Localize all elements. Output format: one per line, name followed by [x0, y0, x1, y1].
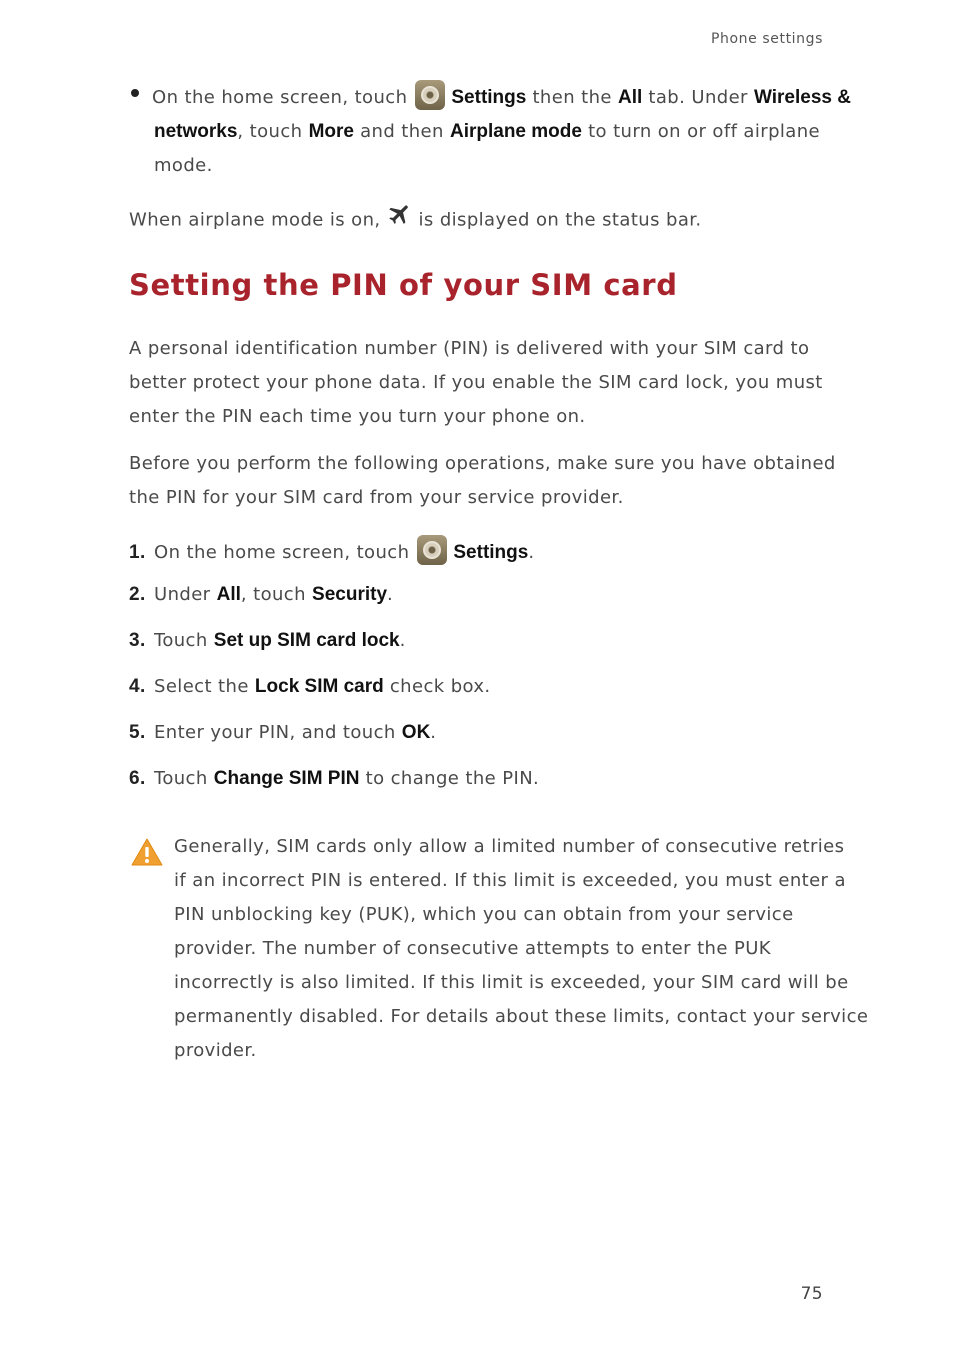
- text: , touch: [240, 584, 306, 605]
- text: is displayed on the status bar.: [418, 209, 702, 231]
- warning-line: Generally, SIM cards only allow a limited number of consecutive retries: [174, 836, 845, 857]
- step-number: 4.: [129, 676, 146, 697]
- para1-line: better protect your phone data. If you enable the SIM card lock, you must: [129, 372, 823, 393]
- text: Touch: [154, 630, 208, 651]
- settings-icon: [417, 535, 447, 565]
- step-5: [129, 721, 436, 745]
- text: .: [387, 584, 394, 605]
- text: When airplane mode is on,: [129, 209, 381, 231]
- bullet-line-3: mode.: [154, 155, 213, 176]
- para1-line: A personal identification number (PIN) is delivered with your SIM card to: [129, 338, 810, 359]
- para1-line: enter the PIN each time you turn your phone on.: [129, 406, 586, 427]
- step-number: 5.: [129, 722, 146, 743]
- step-6: [129, 767, 539, 791]
- airplane-note: [129, 204, 702, 237]
- change-sim-pin-label: Change SIM PIN: [213, 768, 360, 789]
- warning-line: provider. The number of consecutive attempts to enter the PUK: [174, 938, 771, 959]
- security-label: Security: [312, 584, 388, 605]
- warning-line: provider.: [174, 1040, 257, 1061]
- networks-label: networks: [154, 121, 238, 142]
- all-label: All: [216, 584, 241, 605]
- para2-line: Before you perform the following operations, make sure you have obtained: [129, 453, 836, 474]
- setup-sim-lock-label: Set up SIM card lock: [213, 630, 400, 651]
- step-1: [129, 538, 534, 568]
- page-number: 75: [800, 1284, 823, 1304]
- all-label: All: [618, 87, 643, 108]
- text: .: [430, 722, 437, 743]
- text: and then: [360, 121, 444, 142]
- text: Enter your PIN, and touch: [154, 722, 396, 743]
- settings-label: Settings: [453, 542, 529, 563]
- bullet-line-2: [154, 120, 820, 144]
- step-number: 1.: [129, 542, 146, 563]
- settings-icon: [415, 80, 445, 110]
- text: Select the: [154, 676, 249, 697]
- step-number: 3.: [129, 630, 146, 651]
- section-heading: Setting the PIN of your SIM card: [129, 268, 678, 302]
- step-number: 6.: [129, 768, 146, 789]
- step-3: [129, 629, 406, 653]
- text: , touch: [237, 121, 303, 142]
- airplane-mode-label: Airplane mode: [449, 121, 582, 142]
- more-label: More: [308, 121, 354, 142]
- text: On the home screen, touch: [154, 542, 410, 563]
- warning-line: PIN unblocking key (PUK), which you can obtain from your service: [174, 904, 794, 925]
- settings-label: Settings: [451, 87, 527, 108]
- ok-label: OK: [401, 722, 431, 743]
- airplane-icon: [387, 201, 413, 234]
- text: .: [399, 630, 406, 651]
- text: Under: [154, 584, 211, 605]
- warning-line: incorrectly is also limited. If this limit is exceeded, your SIM card will be: [174, 972, 849, 993]
- warning-icon: [131, 838, 163, 871]
- step-number: 2.: [129, 584, 146, 605]
- text: check box.: [389, 676, 491, 697]
- wireless-label: Wireless &: [753, 87, 851, 108]
- step-4: [129, 675, 491, 699]
- warning-line: if an incorrect PIN is entered. If this limit is exceeded, you must enter a: [174, 870, 846, 891]
- bullet-line-1: [152, 83, 851, 113]
- step-2: [129, 583, 393, 607]
- bullet-dot: [131, 89, 139, 97]
- para2-line: the PIN for your SIM card from your service provider.: [129, 487, 624, 508]
- text: On the home screen, touch: [152, 87, 408, 108]
- warning-line: permanently disabled. For details about these limits, contact your service: [174, 1006, 869, 1027]
- lock-sim-card-label: Lock SIM card: [254, 676, 384, 697]
- text: .: [528, 542, 535, 563]
- page-header: Phone settings: [710, 31, 823, 47]
- text: tab. Under: [648, 87, 748, 108]
- text: to turn on or off airplane: [588, 121, 821, 142]
- text: then the: [532, 87, 612, 108]
- text: Touch: [154, 768, 208, 789]
- text: to change the PIN.: [365, 768, 540, 789]
